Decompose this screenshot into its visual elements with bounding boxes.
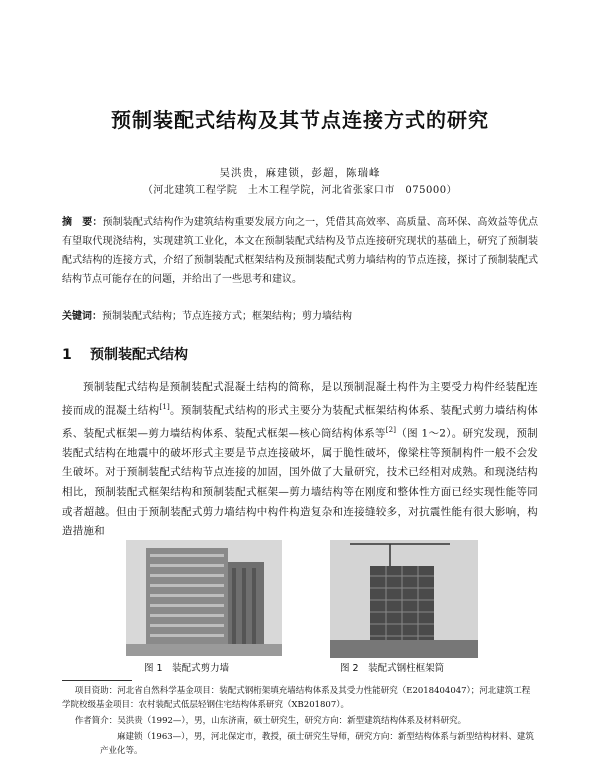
keywords-label: 关键词： xyxy=(62,311,102,322)
footnote-author-1: 作者简介：吴洪贵（1992—），男，山东济南，硕士研究生，研究方向：新型建筑结构体系及材料研究。 xyxy=(74,716,467,726)
figure-1-image xyxy=(126,540,282,656)
abstract-text: 预制装配式结构作为建筑结构重要发展方向之一，凭借其高效率、高质量、高环保、高效益等优点有望取代现浇结构，实现建筑工业化，本文在预制装配式结构及节点连接研究现状的基础上，研究了预制装配式结构的连接方式，介绍了预制装配式框架结构及预制装配式剪力墙结构的节点连接，探讨了预制装配式结构节点可能存在的问题，并给出了一些思考和建议。 xyxy=(62,217,539,285)
footnote-funding: 项目资助：河北省自然科学基金项目：装配式钢桁架填充墙结构体系及其受力性能研究（E2018404047）；河北建筑工程学院校级基金项目：农村装配式低层轻钢住宅结构体系研究（XB201807）。 xyxy=(62,686,531,710)
keywords xyxy=(62,309,538,325)
abstract-label: 摘 要： xyxy=(62,217,103,228)
figure-1-caption: 图 1 装配式剪力墙 xyxy=(144,663,230,674)
citation-1: [1] xyxy=(159,402,170,411)
abstract xyxy=(62,213,538,289)
section-heading xyxy=(62,344,188,364)
section-title: 预制装配式结构 xyxy=(90,347,188,363)
footnote-author-2: 麻建锁（1963—），男，河北保定市，教授，硕士研究生导师，研究方向：新型结构体系与新型结构材料、建筑产业化等。 xyxy=(100,732,534,756)
figure-2-image xyxy=(330,540,478,658)
paragraph-part-2: 。预制装配式结构的形式主要分为装配式框架结构体系、装配式剪力墙结构体系、装配式框架—剪力墙结构体系、装配式框架—核心筒结构体系等 xyxy=(62,404,538,440)
paper-title: 预制装配式结构及其节点连接方式的研究 xyxy=(111,108,489,132)
citation-2: [2] xyxy=(385,425,397,434)
paragraph-part-3: （图 1～2）。研究发现，预制装配式结构在地震中的破坏形式主要是节点连接破坏，属于脆性破坏，像梁柱等预制构件一般不会发生破坏。对于预制装配式结构节点连接的加固，国外做了大量研究，技术已经相对成熟。和现浇结构相比，预制装配式框架结构和预制装配式框架—剪力墙结构等在刚度和整体性方面已经实现性能等同或者超越。但由于预制装配式剪力墙结构中构件构造复杂和连接缝较多，对抗震性能有很大影响，构造措施和 xyxy=(62,427,538,538)
figure-2-caption: 图 2 装配式钢柱框架筒 xyxy=(340,663,445,674)
footnote-divider xyxy=(62,680,132,681)
author-list: 吴洪贵，麻建锁，彭超，陈瑞峰 xyxy=(219,167,381,179)
paragraph-part-1: 预制装配式结构是预制装配式混凝土结构的简称，是以预制混凝土构件为主要受力构件经装配连接而成的混凝土结构 xyxy=(62,381,538,417)
section-number: 1 xyxy=(62,347,72,363)
keywords-text: 预制装配式结构；节点连接方式；框架结构；剪力墙结构 xyxy=(102,311,352,322)
body-paragraph xyxy=(62,378,538,542)
affiliation: （河北建筑工程学院 土木工程学院，河北省张家口市 075000） xyxy=(142,185,458,196)
